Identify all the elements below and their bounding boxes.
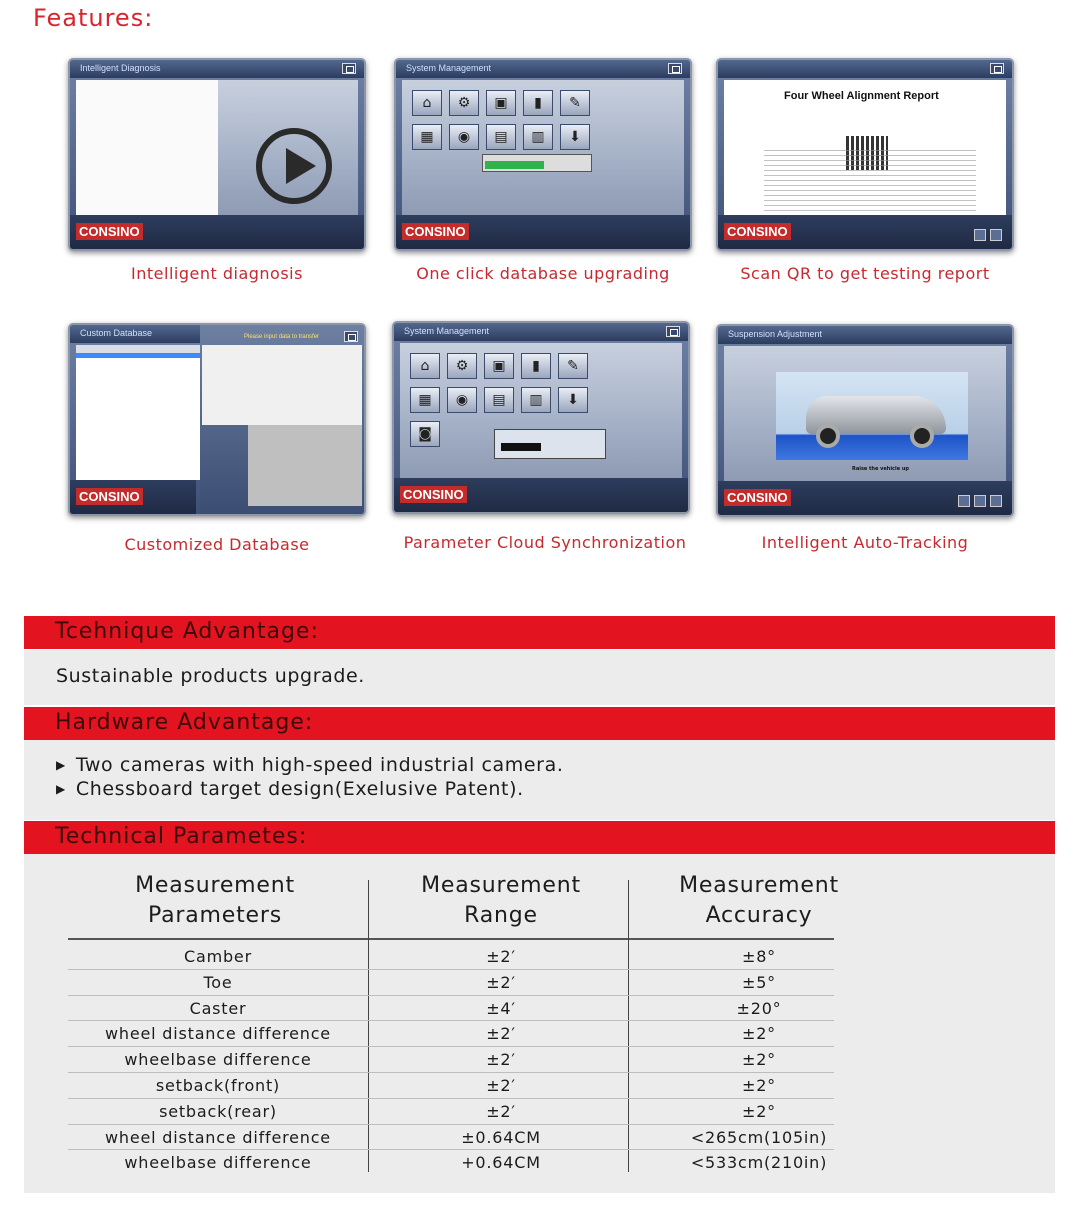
database-list-selected-row [76,353,200,358]
suspension-panel [724,346,1006,481]
report-panel [724,80,1006,215]
download-icon: ⬇ [558,387,588,413]
bullet-arrow-icon: ▶ [56,758,66,772]
home-icon: ⌂ [412,90,442,116]
column-header-range [372,871,630,931]
table-cell: ±2′ [486,972,516,992]
brand-logo: CONSINO [402,223,469,240]
table-cell: ±2′ [486,1024,516,1044]
table-cell: wheel distance difference [105,1127,331,1147]
document-icon: ▤ [486,124,516,150]
table-cell: Caster [189,998,247,1018]
brand-logo: CONSINO [76,488,143,505]
transfer-form [202,345,362,425]
vehicle-lift-scene [776,372,968,460]
screenshot-intelligent-diagnosis [68,58,366,251]
play-icon [256,128,332,204]
table-cell: ±2′ [486,1050,516,1070]
table-cell: setback(front) [155,1076,281,1095]
screenshot-database-upgrade [394,58,692,251]
monitor-icon: ▣ [486,90,516,116]
hardware-bullet [56,754,563,776]
exit-icon [990,63,1004,74]
header-line: Range [464,903,538,928]
suspension-buttons [958,495,1002,507]
table-cell: ±2° [742,1050,776,1070]
column-header-parameters [70,871,360,931]
caption-custom-database: Customized Database [124,535,310,554]
caption-database-upgrade: One click database upgrading [416,264,670,283]
window-title: Custom Database [80,328,153,338]
settings-icon: ⚙ [447,353,477,379]
report-title: Four Wheel Alignment Report [784,90,939,102]
table-cell: <533cm(210in) [690,1153,828,1173]
caption-auto-tracking: Intelligent Auto-Tracking [761,533,969,552]
return-icon [990,495,1002,507]
hardware-bullet-text: Two cameras with high-speed industrial camera. [75,754,564,776]
hardware-bullet-text: Chessboard target design(Exelusive Patent). [75,778,524,800]
rear-wheel-icon [910,424,934,448]
screenshot-cloud-sync [392,321,690,514]
save-icon [990,229,1002,241]
brand-logo: CONSINO [724,489,791,506]
caption-cloud-sync: Parameter Cloud Synchronization [403,533,687,552]
system-panel [400,343,682,478]
window-title: System Management [404,326,490,336]
settings-icon: ⚙ [449,90,479,116]
table-cell: ±2° [742,1076,776,1095]
table-cell: ±2′ [486,1101,516,1121]
upgrade-progress-bar [482,154,592,172]
technical-section-title: Technical Parametes: [55,824,308,849]
brand-logo: CONSINO [724,223,791,240]
table-cell: +0.64CM [461,1153,541,1173]
window-footer [394,478,688,512]
table-cell: wheelbase difference [124,1050,312,1070]
monitor-icon: ▣ [484,353,514,379]
table-cell: wheel distance difference [105,1024,331,1044]
table-cell: Toe [203,972,233,992]
table-cell: ±2° [742,1101,776,1121]
next-icon [974,495,986,507]
exit-icon [666,326,680,337]
screenshot-qr-report [716,58,1014,251]
report-buttons [974,229,1002,241]
system-panel [402,80,684,215]
window-footer [718,481,1012,515]
header-line: Accuracy [705,903,813,928]
table-cell: ±0.64CM [461,1127,541,1147]
checkerboard-icon: ▦ [410,387,440,413]
window-footer [718,215,1012,249]
document-edit-icon: ▥ [521,387,551,413]
transfer-preview [248,425,362,506]
table-cell: wheelbase difference [124,1153,312,1173]
window-title: System Management [406,63,492,73]
camera-icon: ◙ [410,421,440,447]
home-icon: ⌂ [410,353,440,379]
window-footer [70,480,196,514]
transfer-dialog [200,325,364,514]
front-wheel-icon [816,424,840,448]
window-titlebar [396,60,690,78]
table-cell: ±8° [742,947,776,966]
table-cell: ±2′ [486,1076,516,1095]
dialog-title: Please input data to transfer [244,334,320,340]
download-icon: ⬇ [560,124,590,150]
table-cell: ±4′ [486,998,516,1018]
hardware-section-title: Hardware Advantage: [55,710,314,735]
hardware-bullet [56,778,524,800]
brand-logo: CONSINO [400,486,467,503]
table-cell: ±5° [742,972,776,992]
report-page [724,80,1006,215]
suspension-status-text: Raise the vehicle up [852,466,909,472]
camera-search-icon: ◉ [447,387,477,413]
document-edit-icon: ▥ [523,124,553,150]
document-icon: ▤ [484,387,514,413]
tools-icon: ✎ [560,90,590,116]
technique-section-title: Tcehnique Advantage: [55,619,319,644]
table-cell: Camber [184,947,252,966]
window-title: Intelligent Diagnosis [80,63,161,73]
table-cell: ±2° [742,1024,776,1044]
bullet-arrow-icon: ▶ [56,782,66,796]
brand-logo: CONSINO [76,223,143,240]
camera-search-icon: ◉ [449,124,479,150]
exit-icon [344,331,358,342]
header-line: Measurement [135,873,295,898]
serial-number-dialog [494,429,606,459]
table-cell: ±20° [736,998,782,1018]
database-list-header [76,345,200,353]
diagnosis-log [76,80,218,215]
window-titlebar [718,326,1012,344]
header-line: Parameters [148,903,282,928]
table-header-divider [68,938,834,940]
database-list [76,345,200,480]
table-cell: ±2′ [486,947,516,966]
device-icon: ▮ [523,90,553,116]
screenshot-custom-database [68,323,366,516]
checkerboard-icon: ▦ [412,124,442,150]
screenshot-suspension-adjustment [716,324,1014,517]
features-title: Features: [33,4,154,32]
upgrade-progress-fill [485,161,544,169]
table-cell: <265cm(105in) [690,1127,828,1147]
diagnosis-panel [76,80,358,215]
header-line: Measurement [421,873,581,898]
caption-qr-report: Scan QR to get testing report [740,264,990,283]
table-column-divider [368,880,369,1172]
table-cell: setback(rear) [159,1101,277,1121]
window-footer [70,215,364,249]
device-icon: ▮ [521,353,551,379]
serial-number-input [501,443,541,451]
caption-intelligent-diagnosis: Intelligent diagnosis [131,264,303,283]
window-title: Suspension Adjustment [728,329,823,339]
exit-icon [342,63,356,74]
stop-icon [958,495,970,507]
tools-icon: ✎ [558,353,588,379]
technique-text: Sustainable products upgrade. [56,665,365,687]
print-icon [974,229,986,241]
report-table [764,150,976,213]
window-titlebar [718,60,1012,78]
column-header-accuracy [630,871,888,931]
window-footer [396,215,690,249]
exit-icon [668,63,682,74]
header-line: Measurement [679,873,839,898]
window-titlebar [70,60,364,78]
system-icon-grid [412,90,590,150]
window-titlebar [394,323,688,341]
